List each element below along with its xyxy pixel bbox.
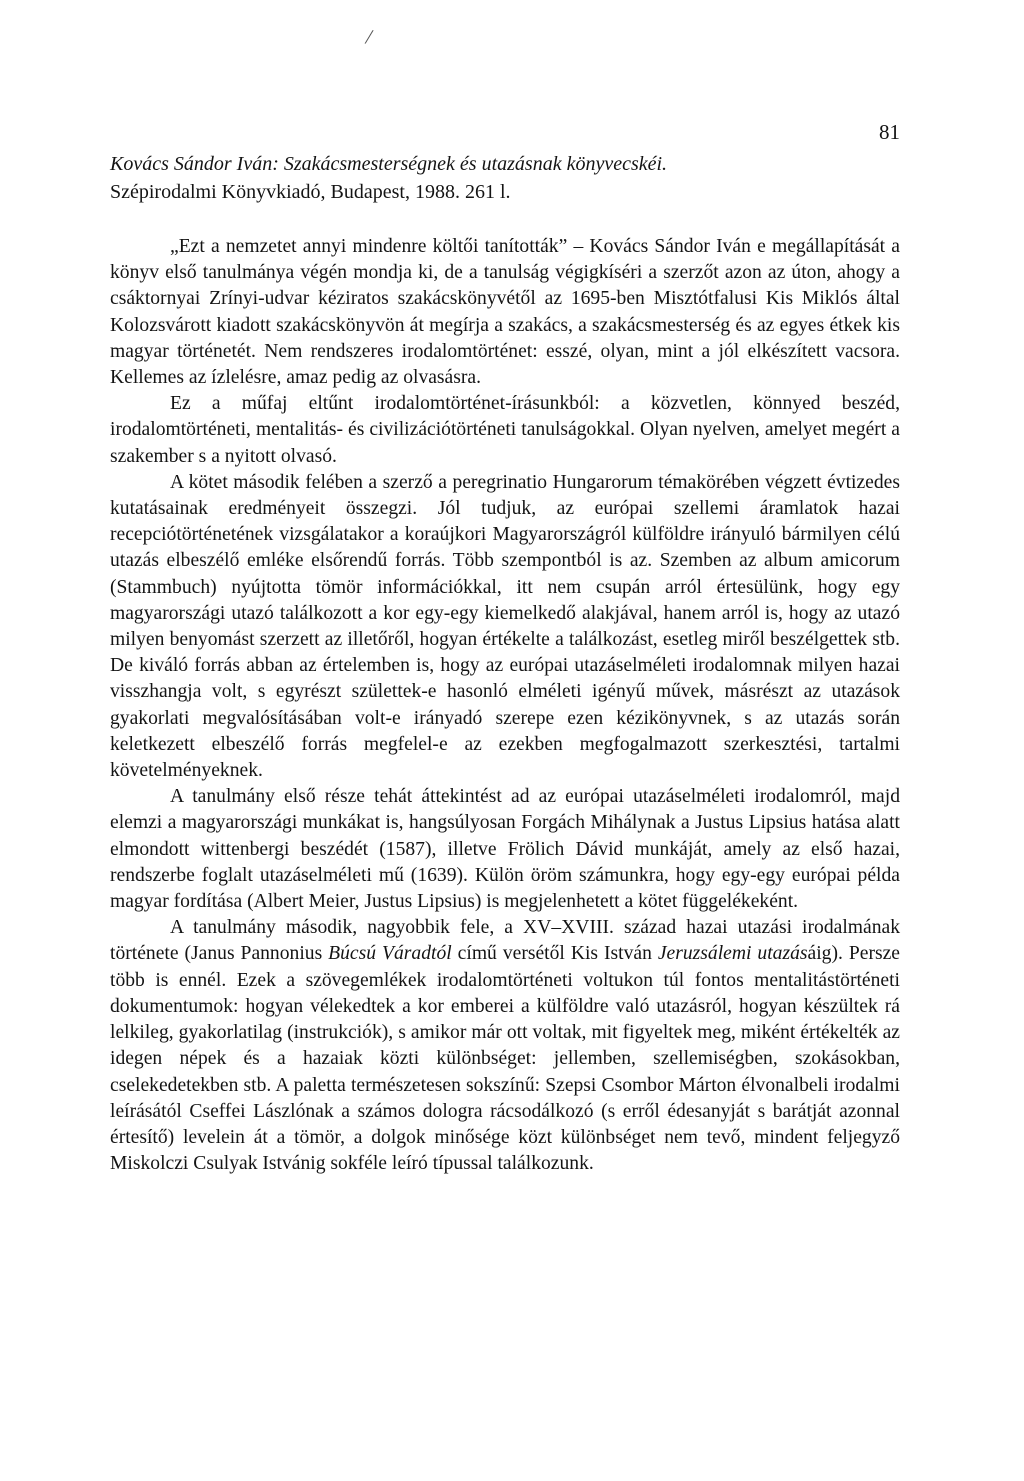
paragraph: „Ezt a nemzetet annyi mindenre költői tanították” – Kovács Sándor Iván e megállapítását a könyv első tanulmánya végén mondja ki, de a tanulság végigkíséri a szerzőt azon az úton, ahogy a csáktornyai Zrínyi-udvar kéziratos szakácskönyvétől az 1695-ben Misztótfalusi Kis Miklós által Kolozsvárott kiadott szakácskönyvön át megírja a szakács, a szakácsmesterség és az egyes étkek kis magyar történetét. Nem rendszeres irodalomtörténet: esszé, olyan, mint a jól elkészített vacsora. Kellemes az ízlelésre, amaz pedig az olvasásra.	[110, 236, 900, 389]
citation-header	[110, 150, 910, 206]
citation-title: Kovács Sándor Iván: Szakácsmesterségnek és utazásnak könyvecskéi.	[110, 153, 668, 175]
text-run: című versétől Kis István	[451, 943, 658, 965]
page-number: 81	[879, 120, 900, 144]
paragraph: Ez a műfaj eltűnt irodalomtörténet-írásunkból: a közvetlen, könnyed beszéd, irodalomtörténeti, mentalitás- és civilizációtörténeti tanulságokkal. Olyan nyelven, amelyet megért a szakember s a nyitott olvasó.	[110, 393, 900, 467]
paragraph: A kötet második felében a szerző a peregrinatio Hungarorum témakörében végzett évtizedes kutatásainak eredményeit összegzi. Jól tudjuk, az európai szellemi áramlatok hazai recepciótörténetének vizsgálatakor a koraújkori Magyarországról külföldre irányuló bármilyen célú utazás elbeszélő emléke elsőrendű forrás. Több szempontból is az. Szemben az album amicorum (Stammbuch) nyújtotta tömör információkkal, itt nem csupán arról értesülünk, hogy egy magyarországi utazó találkozott a kor egy-egy kiemelkedő alakjával, hanem arról is, hogy az utazó milyen benyomást szerzett az illetőről, hogyan értékelte a találkozást, esetleg miről beszélgettek stb. De kiváló forrás abban az értelemben is, hogy az európai utazáselméleti irodalomnak milyen hazai visszhangja volt, s egyrészt születtek-e hasonló elméleti igényű művek, másrészt az utazások gyakorlati megvalósításában volt-e irányadó szerepe ezen kézikönyvnek, s az utazás során keletkezett elbeszélő forrás megfelel-e az ezekben megfogalmazott szerkesztési, tartalmi követelményeknek.	[110, 471, 900, 782]
citation-publisher: Szépirodalmi Könyvkiadó, Budapest, 1988. 261 l.	[110, 181, 511, 203]
paragraph-last	[110, 915, 900, 1177]
review-body	[110, 234, 900, 1177]
text-run: A tanulmány második, nagyobbik fele, a XV–XVIII. század hazai utazási irodalmának története (Janus Pannonius	[110, 917, 900, 965]
text-run: áig). Persze több is ennél. Ezek a szövegemlékek irodalomtörténeti voltukon túl fontos mentalitástörténeti dokumentumok: hogyan vélekedtek a kor emberei a külföldre való utazásról, hogyan készültek rá lelkileg, gyakorlatilag (instrukciók), s amikor már ott voltak, mit figyeltek meg, miként értékelték az idegen népek és a hazaiak közti különbséget: jellemben, szellemiségben, szokásokban, cselekedetekben stb. A paletta természetesen sokszínű: Szepsi Csombor Márton élvonalbeli irodalmi leírásától Cseffei Lászlónak a számos dologra rácsodálkozó (s erről édesanyját s barátját azonnal értesítő) levelein át a tömör, a dolgok minősége közt különbséget nem tevő, mindent feljegyző Miskolczi Csulyak Istvánig sokféle leíró típussal találkozunk.	[110, 943, 900, 1175]
italic-title: Jeruzsálemi utazás	[657, 943, 808, 965]
italic-title: Búcsú Váradtól	[328, 943, 452, 965]
paragraph: A tanulmány első része tehát áttekintést ad az európai utazáselméleti irodalomról, majd elemzi a magyarországi munkákat is, hangsúlyosan Forgách Mihálynak a Justus Lipsius hatása alatt elmondott wittenbergi beszédét (1587), illetve Frölich Dávid munkáját, amely az első hazai, rendszerbe foglalt utazáselméleti mű (1639). Külön öröm számunkra, hogy egy-egy európai példa magyar fordítása (Albert Meier, Justus Lipsius) is megjelenhetett a kötet függelékeként.	[110, 786, 900, 913]
scan-mark: /	[363, 23, 375, 50]
